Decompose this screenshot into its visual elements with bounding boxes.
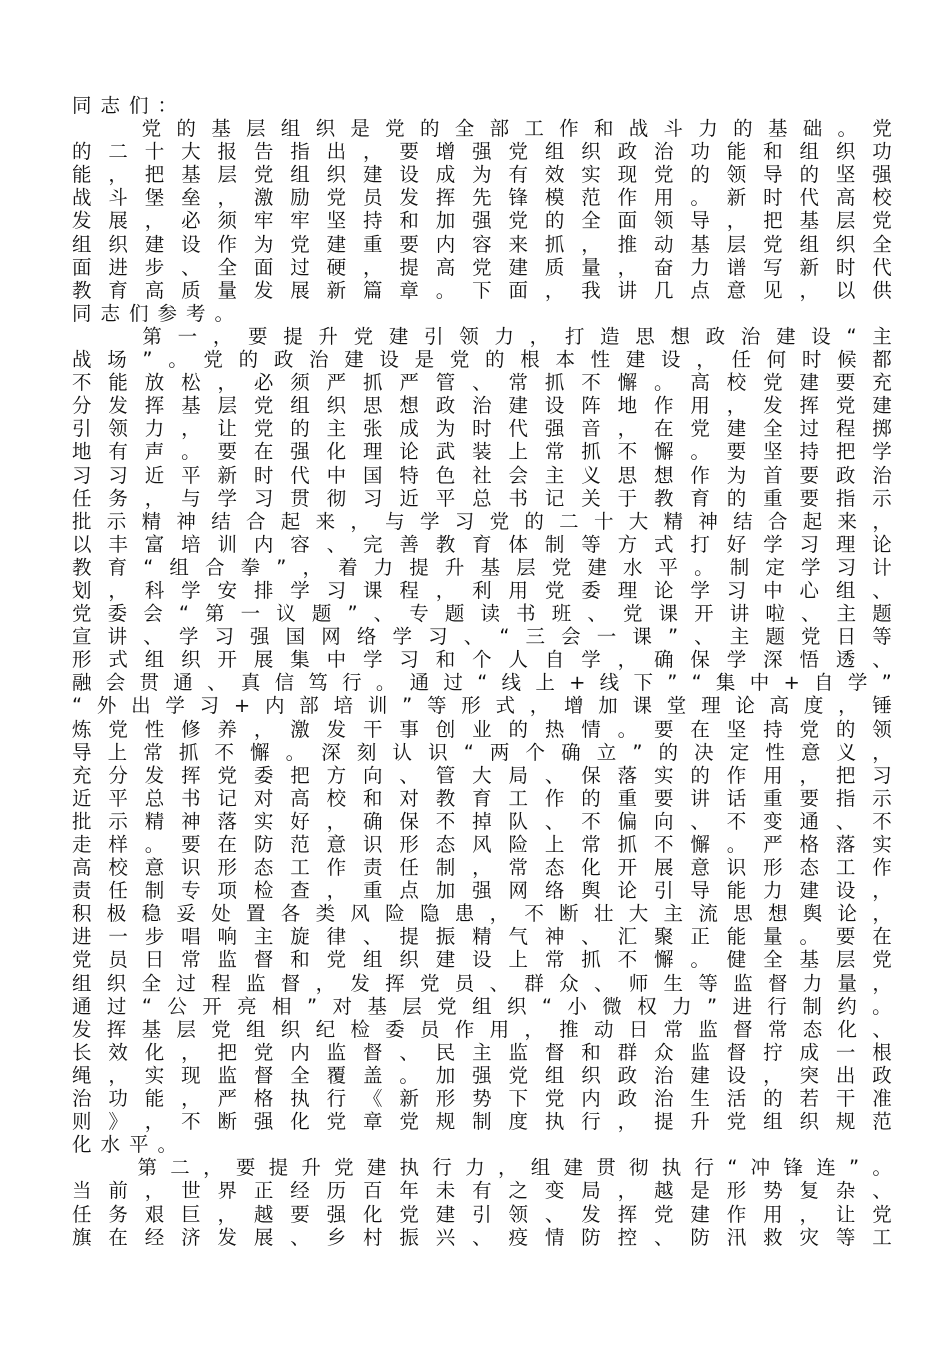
text-line: 任 务 艰 巨 ， 越 要 强 化 党 建 引 领 、 发 挥 党 建 作 用 ， 让 党 [72, 1202, 892, 1226]
text-line: 分 发 挥 基 层 党 组 织 思 想 政 治 建 设 阵 地 作 用 ， 发 挥 党 建 [72, 394, 892, 418]
text-line: 炼 党 性 修 养 ， 激 发 干 事 创 业 的 热 情 。 要 在 坚 持 党 的 领 [72, 717, 892, 741]
text-line: 第 一 ， 要 提 升 党 建 引 领 力 ， 打 造 思 想 政 治 建 设 “ 主 [142, 324, 892, 348]
text-line: 组 织 建 设 作 为 党 建 重 要 内 容 来 抓 ， 推 动 基 层 党 组 织 全 [72, 232, 892, 256]
text-line: 发 挥 基 层 党 组 织 纪 检 委 员 作 用 ， 推 动 日 常 监 督 常 态 化 、 [72, 1017, 892, 1041]
text-line: 高 校 意 识 形 态 工 作 责 任 制 ， 常 态 化 开 展 意 识 形 态 工 作 [72, 856, 892, 880]
text-line: 近 平 总 书 记 对 高 校 和 对 教 育 工 作 的 重 要 讲 话 重 要 指 示 [72, 786, 892, 810]
text-line: 习 习 近 平 新 时 代 中 国 特 色 社 会 主 义 思 想 作 为 首 要 政 治 [72, 463, 892, 487]
text-line: 战 场 ” 。 党 的 政 治 建 设 是 党 的 根 本 性 建 设 ， 任 何 时 候 都 [72, 348, 892, 372]
text-line: 绳 ， 实 现 监 督 全 覆 盖 。 加 强 党 组 织 政 治 建 设 ， 突 出 政 [72, 1063, 892, 1087]
text-line: 宣 讲 、 学 习 强 国 网 络 学 习 、 “ 三 会 一 课 ” 、 主 题 党 日 等 [72, 625, 892, 649]
text-line: 任 务 ， 与 学 习 贯 彻 习 近 平 总 书 记 关 于 教 育 的 重 要 指 示 [72, 486, 892, 510]
text-line: 化水平。 [72, 1133, 187, 1157]
text-line: 长 效 化 ， 把 党 内 监 督 、 民 主 监 督 和 群 众 监 督 拧 成 一 根 [72, 1040, 892, 1064]
text-line: 党 的 基 层 组 织 是 党 的 全 部 工 作 和 战 斗 力 的 基 础 。 党 [141, 117, 892, 141]
text-line: 走 样 。 要 在 防 范 意 识 形 态 风 险 上 常 抓 不 懈 。 严 格 落 实 [72, 833, 892, 856]
text-line: 战 斗 堡 垒 ， 激 励 党 员 发 挥 先 锋 模 范 作 用 。 新 时 代 高 校 [72, 186, 892, 210]
text-line: 第 二 ， 要 提 升 党 建 执 行 力 ， 组 建 贯 彻 执 行 “ 冲 锋 连 ” 。 [137, 1156, 892, 1180]
text-line: 进 一 步 唱 响 主 旋 律 、 提 振 精 气 神 、 汇 聚 正 能 量 。 要 在 [72, 925, 892, 949]
text-line: 形 式 组 织 开 展 集 中 学 习 和 个 人 自 学 ， 确 保 学 深 悟 透 、 [72, 648, 892, 672]
text-line: 发 展 ， 必 须 牢 牢 坚 持 和 加 强 党 的 全 面 领 导 ， 把 基 层 党 [72, 209, 892, 233]
text-line: 划 ， 科 学 安 排 学 习 课 程 ， 利 用 党 委 理 论 学 习 中 心 组 、 [72, 578, 892, 602]
text-line: 组 织 全 过 程 监 督 ， 发 挥 党 员 、 群 众 、 师 生 等 监 督 力 量 ， [72, 971, 892, 995]
document-body [72, 94, 892, 1249]
text-line: 教 育 高 质 量 发 展 新 篇 章 。 下 面 ， 我 讲 几 点 意 见 ， 以 供 [72, 278, 892, 302]
text-line: 地 有 声 。 要 在 强 化 理 论 武 装 上 常 抓 不 懈 。 要 坚 持 把 学 [72, 440, 892, 464]
text-line: 融 会 贯 通 、 真 信 笃 行 。 通 过 “ 线 上 + 线 下 ” “ 集 中 + 自 学 ” [72, 671, 892, 695]
text-line: 面 进 步 、 全 面 过 硬 ， 提 高 党 建 质 量 ， 奋 力 谱 写 新 时 代 [72, 255, 892, 279]
text-line: 党 委 会 “ 第 一 议 题 ” 、 专 题 读 书 班 、 党 课 开 讲 啦 、 主 题 [72, 602, 892, 626]
text-line: 能 ， 把 基 层 党 组 织 建 设 成 为 有 效 实 现 党 的 领 导 的 坚 强 [72, 163, 892, 187]
text-line: “ 外 出 学 习 + 内 部 培 训 ” 等 形 式 ， 增 加 课 堂 理 论 高 度 ， 锤 [72, 694, 892, 718]
text-line: 通 过 “ 公 开 亮 相 ” 对 基 层 党 组 织 “ 小 微 权 力 ” 进 行 制 约 。 [72, 994, 892, 1018]
text-line: 同志们参考。 [72, 301, 244, 325]
text-line: 党 员 日 常 监 督 和 党 组 织 建 设 上 常 抓 不 懈 。 健 全 基 层 党 [72, 948, 892, 972]
text-line: 同志们： [72, 94, 187, 117]
text-line: 的 二 十 大 报 告 指 出 ， 要 增 强 党 组 织 政 治 功 能 和 组 织 功 [72, 140, 892, 164]
text-line: 积 极 稳 妥 处 置 各 类 风 险 隐 患 ， 不 断 壮 大 主 流 思 想 舆 论 ， [72, 902, 892, 926]
text-line: 充 分 发 挥 党 委 把 方 向 、 管 大 局 、 保 落 实 的 作 用 ， 把 习 [72, 763, 892, 787]
text-line: 引 领 力 ， 让 党 的 主 张 成 为 时 代 强 音 ， 在 党 建 全 过 程 掷 [72, 417, 892, 441]
text-line: 不 能 放 松 ， 必 须 严 抓 严 管 、 常 抓 不 懈 。 高 校 党 建 要 充 [72, 371, 892, 395]
text-line: 治 功 能 ， 严 格 执 行 《 新 形 势 下 党 内 政 治 生 活 的 若 干 准 [72, 1087, 892, 1111]
text-line: 教 育 “ 组 合 拳 ” ， 着 力 提 升 基 层 党 建 水 平 。 制 定 学 习 计 [72, 555, 892, 579]
text-line: 批 示 精 神 结 合 起 来 ， 与 学 习 党 的 二 十 大 精 神 结 合 起 来 ， [72, 509, 892, 533]
text-line: 则 》 ， 不 断 强 化 党 章 党 规 制 度 执 行 ， 提 升 党 组 织 规 范 [72, 1110, 892, 1134]
text-line: 旗 在 经 济 发 展 、 乡 村 振 兴 、 疫 情 防 控 、 防 汛 救 灾 等 工 [72, 1225, 892, 1249]
text-line: 批 示 精 神 落 实 好 ， 确 保 不 掉 队 、 不 偏 向 、 不 变 通 、 不 [72, 809, 892, 833]
text-line: 以 丰 富 培 训 内 容 、 完 善 教 育 体 制 等 方 式 打 好 学 习 理 论 [72, 532, 892, 556]
text-line: 导 上 常 抓 不 懈 。 深 刻 认 识 “ 两 个 确 立 ” 的 决 定 性 意 义 ， [72, 740, 892, 764]
text-line: 责 任 制 专 项 检 查 ， 重 点 加 强 网 络 舆 论 引 导 能 力 建 设 ， [72, 879, 892, 903]
text-line: 当 前 ， 世 界 正 经 历 百 年 未 有 之 变 局 ， 越 是 形 势 复 杂 、 [72, 1179, 892, 1203]
